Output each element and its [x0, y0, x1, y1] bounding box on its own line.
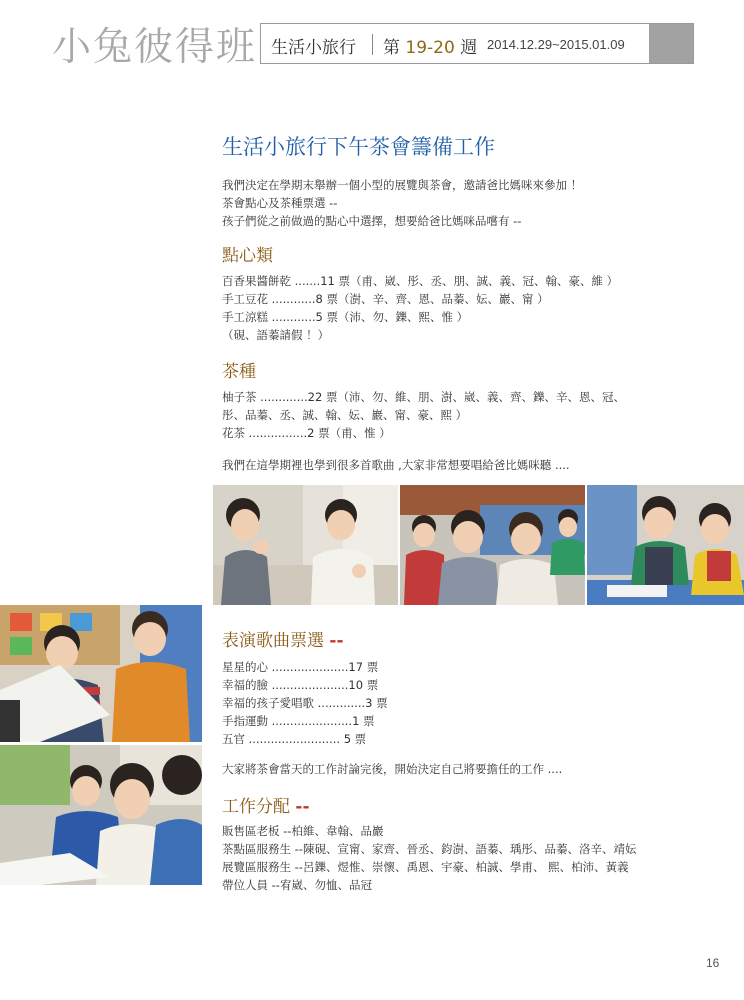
vote-line: 柚子茶 .............22 票（沛、勿、維、朋、澍、崴、義、齊、鑠、辛、恩、冠、 [222, 390, 625, 404]
tea-heading: 茶種 [222, 362, 256, 382]
photo-children-at-table [587, 485, 744, 605]
header-color-block [649, 24, 693, 63]
song-vote-line: 幸福的孩子愛唱歌 .............3 票 [222, 696, 388, 710]
intro-paragraph: 我們決定在學期末舉辦一個小型的展覽與茶會，邀請爸比媽咪來參加 ！ 茶會點心及茶種票選 -- 孩子們從之前做過的點心中選擇，想要給爸比媽咪品嚐有 -- [222, 178, 583, 228]
vote-line: 手工豆花 ............8 票（澍、辛、齊、恩、品蓁、妘、巖、甯 ） [222, 292, 549, 306]
header-divider [372, 34, 373, 55]
vote-line: 彤、品蓁、丞、誠、翰、妘、巖、甯、豪、熙 ） [222, 408, 468, 422]
week-label: 第 19-20 週 [383, 38, 478, 58]
songs-intro: 我們在這學期裡也學到很多首歌曲 ,大家非常想要唱給爸比媽咪聽 .... [222, 458, 570, 472]
snacks-votes [222, 272, 618, 344]
date-range: 2014.12.29~2015.01.09 [487, 37, 625, 52]
job-line: 展覽區服務生 --呂鑠、煜惟、崇懷、禹恩、宇豪、柏誠、學甫、 熙、柏沛、黃義 [222, 860, 629, 874]
article-title: 生活小旅行下午茶會籌備工作 [222, 135, 495, 159]
week-range: 19-20 [405, 38, 455, 58]
photo-children-singing [400, 485, 585, 605]
songs-heading: 表演歌曲票選 -- [222, 631, 344, 651]
song-vote-line: 五官 ......................... 5 票 [222, 732, 367, 746]
song-vote-line: 星星的心 .....................17 票 [222, 660, 379, 674]
jobs-list [222, 822, 636, 894]
songs-votes [222, 658, 388, 748]
page-number: 16 [706, 956, 720, 970]
vote-line: 百香果醬餅乾 .......11 票（甫、崴、彤、丞、朋、誠、義、冠、翰、豪、維 ） [222, 274, 619, 288]
job-line: 茶點區服務生 --陳硯、宣甯、家齊、晉丞、鈞澍、語蓁、瑀彤、品蓁、洛辛、靖妘 [222, 842, 637, 856]
tea-votes [222, 388, 625, 442]
photo-children-performing [213, 485, 398, 605]
vote-line: 花茶 ................2 票（甫、惟 ） [222, 426, 391, 440]
vote-line: 手工涼糕 ............5 票（沛、勿、鑠、熙、惟 ） [222, 310, 469, 324]
photo-boys-writing [0, 745, 202, 885]
jobs-heading: 工作分配 -- [222, 797, 310, 817]
snacks-heading: 點心類 [222, 246, 273, 266]
issue-header-box [260, 23, 694, 64]
discussion-text: 大家將茶會當天的工作討論完後，開始決定自己將要擔任的工作 .... [222, 762, 563, 776]
song-vote-line: 手指運動 ......................1 票 [222, 714, 375, 728]
class-name-title: 小兔彼得班 [52, 25, 258, 70]
job-line: 販售區老板 --柏維、韋翰、品巖 [222, 824, 384, 838]
vote-note: （硯、語蓁請假 ！） [222, 328, 330, 342]
song-vote-line: 幸福的臉 .....................10 票 [222, 678, 379, 692]
photo-boys-reading [0, 605, 202, 742]
series-title: 生活小旅行 [271, 38, 356, 58]
job-line: 帶位人員 --宥崴、勿恤、品冠 [222, 878, 372, 892]
